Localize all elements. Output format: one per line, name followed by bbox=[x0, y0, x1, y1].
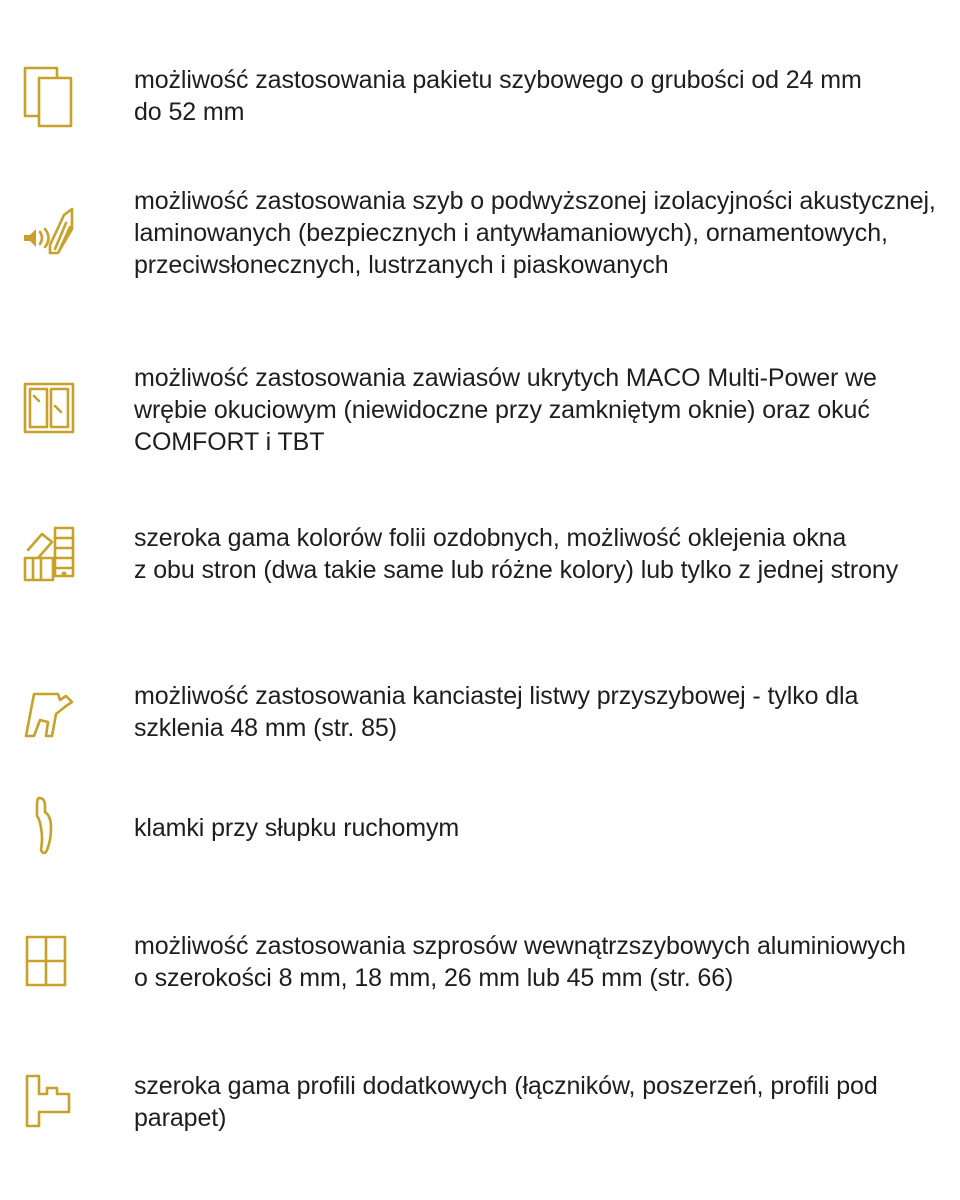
muntin-bars-window-icon bbox=[0, 930, 100, 1010]
feature-item-color-foils bbox=[0, 522, 960, 592]
additional-profile-icon bbox=[0, 1070, 100, 1150]
feature-text: klamki przy słupku ruchomym bbox=[134, 814, 460, 842]
feature-text: możliwość zastosowania szprosów wewnątrzszybowych aluminiowych o szerokości 8 mm, 18 mm, 26 mm lub 45 mm (str. 66) bbox=[134, 932, 906, 992]
feature-item-glazing-bead bbox=[0, 680, 960, 750]
feature-item-hidden-hinges bbox=[0, 362, 960, 462]
feature-item-acoustic-glass bbox=[0, 185, 960, 285]
window-handle-icon bbox=[0, 812, 100, 892]
feature-text: możliwość zastosowania zawiasów ukrytych MACO Multi-Power we wrębie okuciowym (niewidoczne przy zamkniętym oknie) oraz okuć COMFORT i TBT bbox=[134, 364, 877, 456]
feature-text: możliwość zastosowania pakietu szybowego o grubości od 24 mm do 52 mm bbox=[134, 66, 862, 126]
feature-text: szeroka gama kolorów folii ozdobnych, możliwość oklejenia okna z obu stron (dwa takie same lub różne kolory) lub tylko z jednej strony bbox=[134, 524, 899, 584]
feature-item-handles bbox=[0, 812, 960, 862]
acoustic-glass-icon bbox=[0, 185, 100, 265]
feature-item-muntins bbox=[0, 930, 960, 1000]
feature-text: możliwość zastosowania szyb o podwyższonej izolacyjności akustycznej, laminowanych (bezpiecznych i antywłamaniowych), ornamentowych, przeciwsłonecznych, lustrzanych i piaskowanych bbox=[134, 187, 936, 279]
feature-text: możliwość zastosowania kanciastej listwy przyszybowej - tylko dla szklenia 48 mm (str. 85) bbox=[134, 682, 859, 742]
feature-item-glass-thickness bbox=[0, 64, 960, 134]
feature-item-additional-profiles bbox=[0, 1070, 960, 1140]
feature-text: szeroka gama profili dodatkowych (łączników, poszerzeń, profili pod parapet) bbox=[134, 1072, 878, 1132]
glass-pane-thickness-icon bbox=[0, 64, 100, 144]
hidden-hinges-window-icon bbox=[0, 362, 100, 442]
angular-glazing-bead-icon bbox=[0, 680, 100, 760]
color-swatch-palette-icon bbox=[0, 522, 100, 602]
